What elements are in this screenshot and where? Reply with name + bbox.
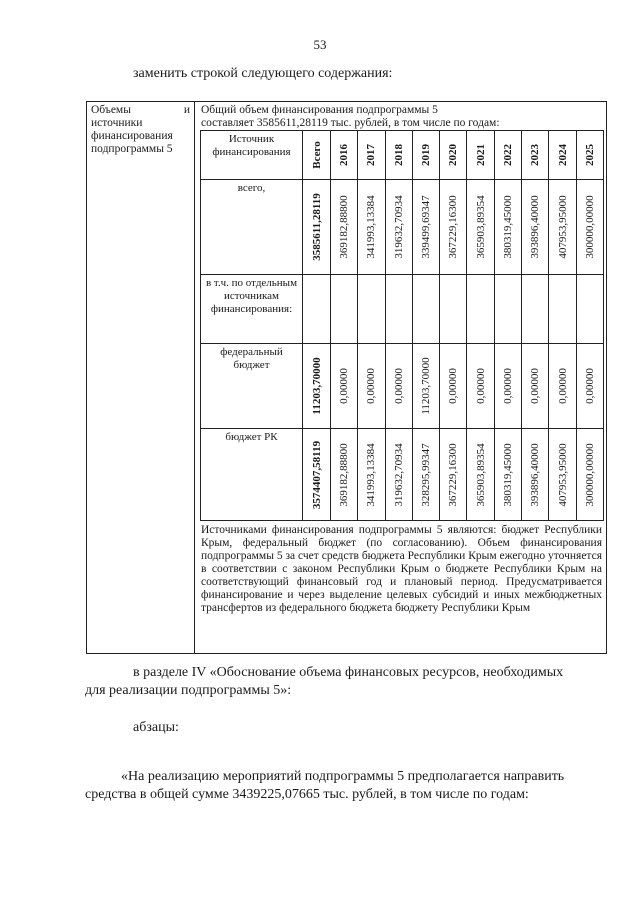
row-value-text: 0,00000	[365, 368, 378, 404]
row-value-text: 0,00000	[447, 368, 460, 404]
page-number: 53	[313, 37, 327, 52]
row-value	[412, 180, 439, 275]
row-value	[385, 429, 412, 521]
row-value-text: 367229,16300	[447, 442, 460, 507]
header-year-text: 2022	[501, 144, 514, 166]
row-value-text: 0,00000	[583, 368, 596, 404]
row-total-text: 3585611,28119	[310, 193, 323, 261]
label-line: подпрограммы 5	[91, 143, 173, 155]
row-value	[522, 180, 549, 275]
paragraph-line: средства в общей сумме 3439225,07665 тыс. рублей, в том числе по годам:	[85, 787, 529, 802]
header-year-text: 2017	[365, 144, 378, 166]
financing-outro: Источниками финансирования подпрограммы 5 являются: бюджет Республики Крым, федеральный бюджет (по согласованию). Объем финансирования подпрограммы 5 за счет средств бюджета Республики Крым ежегодно уточняется в соответствии с законом Республики Крым о бюджете Республики Крым на соответствующий финансовый год и плановый период. Предусматривается финансирование и через выделение целевых субсидий и иных межбюджетных трансфертов из федерального бюджета бюджету Республики Крым	[201, 524, 602, 614]
row-value-text: 300000,00000	[583, 195, 596, 259]
header-year-text: 2024	[556, 144, 569, 166]
header-year-text: 2019	[420, 144, 433, 166]
row-value	[467, 275, 494, 344]
table-row	[201, 275, 604, 344]
label-line: источники	[91, 117, 143, 129]
row-total-text: 11203,70000	[310, 357, 323, 415]
row-value-text: 393896,40000	[529, 442, 542, 507]
header-year-text: 2021	[474, 144, 487, 166]
row-total	[303, 180, 331, 275]
row-value	[549, 344, 576, 429]
row-value	[440, 180, 467, 275]
row-value	[440, 344, 467, 429]
row-value	[412, 344, 439, 429]
financing-intro-line: составляет 3585611,28119 тыс. рублей, в том числе по годам:	[201, 116, 500, 129]
row-value	[440, 275, 467, 344]
row-value-text: 365903,89354	[474, 195, 487, 259]
paragraph-funding	[85, 768, 611, 804]
row-value	[549, 180, 576, 275]
row-value-text: 319632,70934	[392, 195, 405, 259]
row-total	[303, 429, 331, 521]
row-value	[331, 180, 358, 275]
row-value	[576, 275, 603, 344]
row-total-text: 3574407,58119	[310, 440, 323, 509]
content-cell	[195, 102, 607, 654]
row-label: бюджет РК	[201, 429, 303, 521]
row-value-text: 407953,95000	[556, 442, 569, 507]
header-year	[358, 131, 385, 180]
row-value	[385, 275, 412, 344]
row-value	[494, 180, 521, 275]
header-year	[576, 131, 603, 180]
row-value-text: 369182,88800	[338, 195, 351, 259]
header-year	[385, 131, 412, 180]
row-value	[522, 344, 549, 429]
table-row	[201, 429, 604, 521]
row-value-text: 328295,99347	[420, 442, 433, 507]
row-value	[549, 429, 576, 521]
header-total	[303, 131, 331, 180]
row-value	[331, 275, 358, 344]
financing-intro	[195, 102, 606, 129]
row-value-text: 319632,70934	[392, 442, 405, 507]
row-value-text: 341993,13384	[365, 195, 378, 259]
row-value-text: 0,00000	[392, 368, 405, 404]
header-year-text: 2016	[338, 144, 351, 166]
row-value	[522, 275, 549, 344]
header-year	[494, 131, 521, 180]
header-year	[549, 131, 576, 180]
row-value	[549, 275, 576, 344]
row-value-text: 0,00000	[501, 368, 514, 404]
header-year	[467, 131, 494, 180]
row-value	[412, 429, 439, 521]
paragraph-abzatsy: абзацы:	[133, 720, 179, 735]
header-year-text: 2025	[583, 144, 596, 166]
header-year-text: 2023	[529, 144, 542, 166]
label-text	[87, 102, 194, 158]
row-value	[576, 429, 603, 521]
row-total	[303, 275, 331, 344]
header-year-text: 2020	[447, 144, 460, 166]
row-value	[467, 180, 494, 275]
row-value-text: 0,00000	[338, 368, 351, 404]
header-year-text: 2018	[392, 144, 405, 166]
header-year	[440, 131, 467, 180]
paragraph-line: «На реализацию мероприятий подпрограммы 5 предполагается направить	[121, 769, 565, 784]
intro-text: заменить строкой следующего содержания:	[133, 66, 393, 81]
row-value-text: 339499,69347	[420, 195, 433, 259]
row-value-text: 341993,13384	[365, 442, 378, 507]
row-value-text: 369182,88800	[338, 442, 351, 507]
row-value	[385, 344, 412, 429]
row-value	[358, 429, 385, 521]
row-value	[494, 275, 521, 344]
header-year	[331, 131, 358, 180]
row-value	[467, 429, 494, 521]
row-value	[576, 344, 603, 429]
header-source: Источник финансирования	[201, 131, 303, 180]
header-year	[522, 131, 549, 180]
row-value	[385, 180, 412, 275]
row-total	[303, 344, 331, 429]
table-row	[201, 180, 604, 275]
label-line: финансирования	[91, 130, 173, 142]
row-value-text: 0,00000	[529, 368, 542, 404]
label-cell	[87, 102, 195, 654]
row-value	[467, 344, 494, 429]
row-value	[358, 344, 385, 429]
row-label: в т.ч. по отдельным источникам финансирования:	[201, 275, 303, 344]
row-value-text: 0,00000	[556, 368, 569, 404]
paragraph-line: в разделе IV «Обоснование объема финансовых ресурсов, необходимых	[133, 665, 564, 680]
paragraph-line: для реализации подпрограммы 5»:	[85, 683, 292, 698]
row-value	[576, 180, 603, 275]
label-line: Объемы и	[91, 104, 190, 116]
row-value	[494, 344, 521, 429]
years-table	[200, 130, 604, 521]
row-value-text: 11203,70000	[420, 357, 433, 415]
table-row	[201, 344, 604, 429]
header-total-text: Всего	[310, 141, 323, 169]
row-label: федеральный бюджет	[201, 344, 303, 429]
row-value	[358, 275, 385, 344]
paragraph-section-iv	[85, 664, 609, 700]
financing-intro-line: Общий объем финансирования подпрограммы 5	[201, 104, 438, 116]
row-value	[440, 429, 467, 521]
header-year	[412, 131, 439, 180]
row-value	[522, 429, 549, 521]
header-row	[201, 131, 604, 180]
row-value-text: 300000,00000	[583, 442, 596, 507]
row-value-text: 0,00000	[474, 368, 487, 404]
row-value-text: 380319,45000	[501, 195, 514, 259]
row-value	[331, 429, 358, 521]
row-value-text: 380319,45000	[501, 442, 514, 507]
row-value-text: 407953,95000	[556, 195, 569, 259]
row-label: всего,	[201, 180, 303, 275]
row-value-text: 393896,40000	[529, 195, 542, 259]
row-value-text: 367229,16300	[447, 195, 460, 259]
financing-table	[86, 101, 607, 654]
row-value	[331, 344, 358, 429]
row-value	[358, 180, 385, 275]
row-value	[412, 275, 439, 344]
row-value-text: 365903,89354	[474, 442, 487, 507]
row-value	[494, 429, 521, 521]
